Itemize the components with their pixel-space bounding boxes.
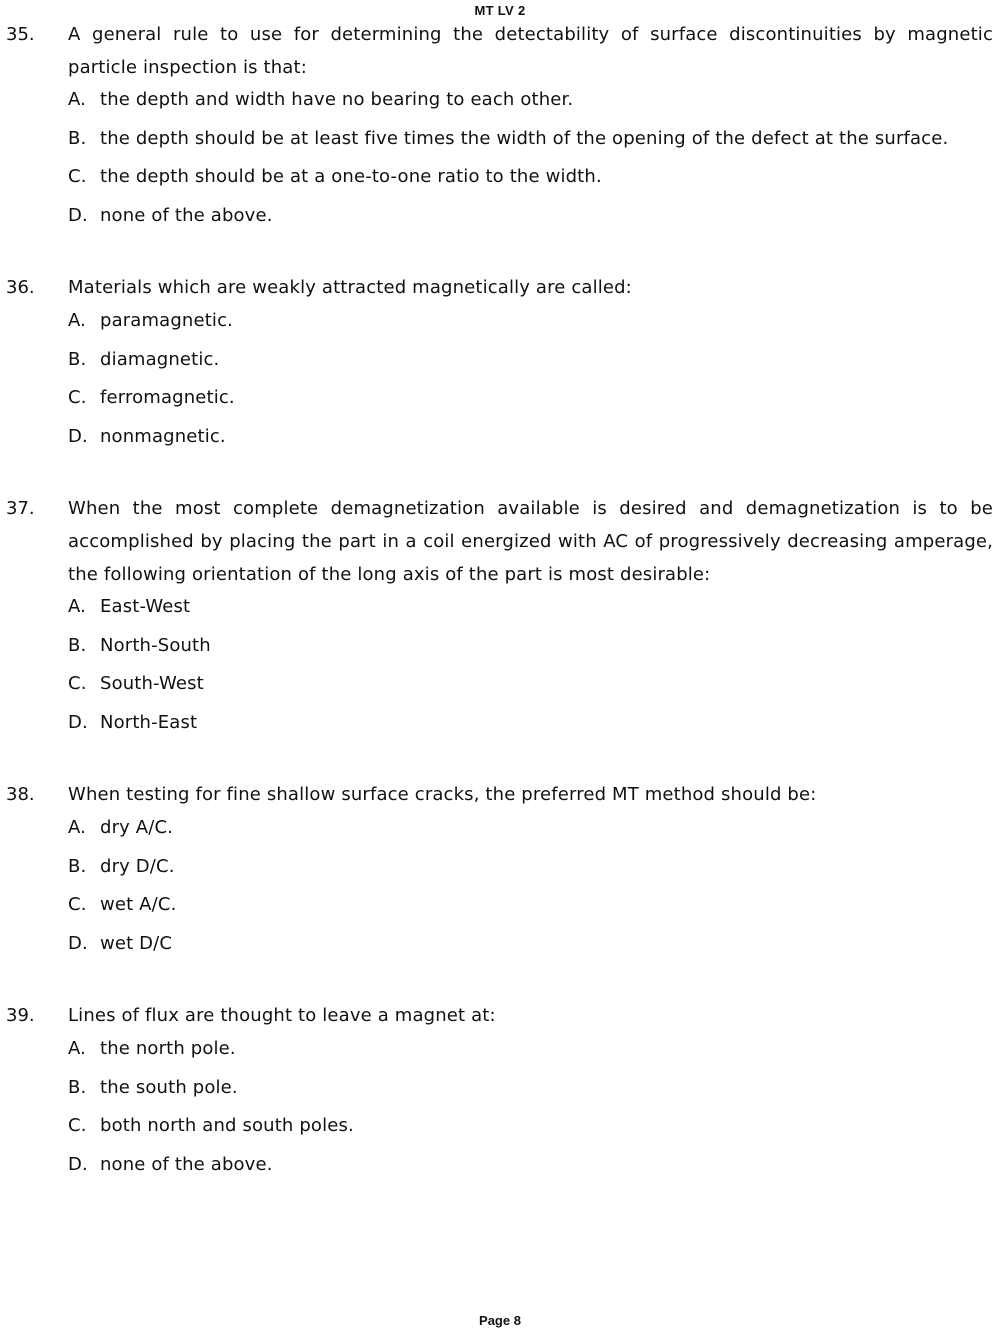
option-text: the depth should be at a one-to-one ratio to the width.: [100, 166, 602, 188]
question-number: 36.: [6, 277, 35, 298]
answer-options: [68, 309, 993, 463]
option-letter: D.: [68, 204, 88, 226]
option-text: paramagnetic.: [100, 310, 233, 331]
option-text: dry D/C.: [100, 855, 175, 877]
answer-options: [68, 1037, 993, 1191]
option-text: the south pole.: [100, 1076, 238, 1098]
option-text: East-West: [100, 596, 191, 617]
question-stem: Lines of flux are thought to leave a magnet at:: [68, 1005, 496, 1026]
option-text: wet D/C: [100, 932, 173, 954]
question-stem: Materials which are weakly attracted magnetically are called:: [68, 277, 632, 298]
option-letter: A.: [68, 817, 87, 838]
option-text: North-East: [100, 711, 198, 733]
option-letter: C.: [68, 673, 87, 695]
option-d: [68, 932, 993, 971]
option-c: [68, 893, 993, 932]
question-number: 38.: [6, 784, 35, 805]
option-b: [68, 127, 993, 166]
question-stem: A general rule to use for determining the detectability of surface discontinuities by magnetic particle inspection is that:: [68, 24, 993, 78]
option-text: dry A/C.: [100, 817, 174, 838]
option-letter: A.: [68, 596, 87, 617]
option-text: North-South: [100, 634, 211, 656]
option-a: [68, 816, 993, 855]
option-d: [68, 1153, 993, 1192]
option-a: [68, 309, 993, 348]
option-c: [68, 386, 993, 425]
option-text: nonmagnetic.: [100, 425, 226, 447]
option-c: [68, 672, 993, 711]
option-letter: A.: [68, 89, 87, 110]
option-text: ferromagnetic.: [100, 387, 235, 409]
option-letter: D.: [68, 425, 88, 447]
page-number: Page 8: [479, 1313, 521, 1328]
option-text: South-West: [100, 673, 204, 695]
option-text: none of the above.: [100, 1153, 273, 1175]
option-text: the depth should be at least five times the width of the opening of the defect at the surface.: [100, 127, 949, 149]
question-stem: When the most complete demagnetization available is desired and demagnetization is to be accomplished by placing the part in a coil energized with AC of progressively decreasing amperage, the following orientation of the long axis of the part is most desirable:: [68, 498, 993, 585]
option-text: the depth and width have no bearing to each other.: [100, 89, 574, 110]
option-text: diamagnetic.: [100, 348, 220, 370]
option-a: [68, 88, 993, 127]
option-letter: B.: [68, 634, 87, 656]
option-d: [68, 425, 993, 464]
option-c: [68, 1114, 993, 1153]
page-header: MT LV 2: [474, 3, 526, 18]
option-b: [68, 855, 993, 894]
option-text: wet A/C.: [100, 894, 177, 916]
question-number: 35.: [6, 24, 35, 45]
option-text: the north pole.: [100, 1038, 236, 1059]
option-a: [68, 1037, 993, 1076]
option-letter: D.: [68, 932, 88, 954]
option-letter: C.: [68, 166, 87, 188]
option-b: [68, 1076, 993, 1115]
option-b: [68, 348, 993, 387]
option-letter: B.: [68, 127, 87, 149]
option-d: [68, 204, 993, 243]
answer-options: [68, 88, 993, 242]
option-b: [68, 634, 993, 673]
option-letter: A.: [68, 310, 87, 331]
answer-options: [68, 816, 993, 970]
option-text: none of the above.: [100, 204, 273, 226]
option-letter: C.: [68, 387, 87, 409]
answer-options: [68, 595, 993, 749]
option-letter: A.: [68, 1038, 87, 1059]
option-letter: C.: [68, 1115, 87, 1137]
option-c: [68, 165, 993, 204]
option-letter: C.: [68, 894, 87, 916]
option-a: [68, 595, 993, 634]
option-letter: D.: [68, 711, 88, 733]
option-text: both north and south poles.: [100, 1115, 354, 1137]
option-letter: B.: [68, 855, 87, 877]
question-stem: When testing for fine shallow surface cracks, the preferred MT method should be:: [68, 784, 817, 805]
question-number: 39.: [6, 1005, 35, 1026]
question-number: 37.: [6, 498, 35, 519]
option-d: [68, 711, 993, 750]
option-letter: B.: [68, 1076, 87, 1098]
option-letter: B.: [68, 348, 87, 370]
option-letter: D.: [68, 1153, 88, 1175]
